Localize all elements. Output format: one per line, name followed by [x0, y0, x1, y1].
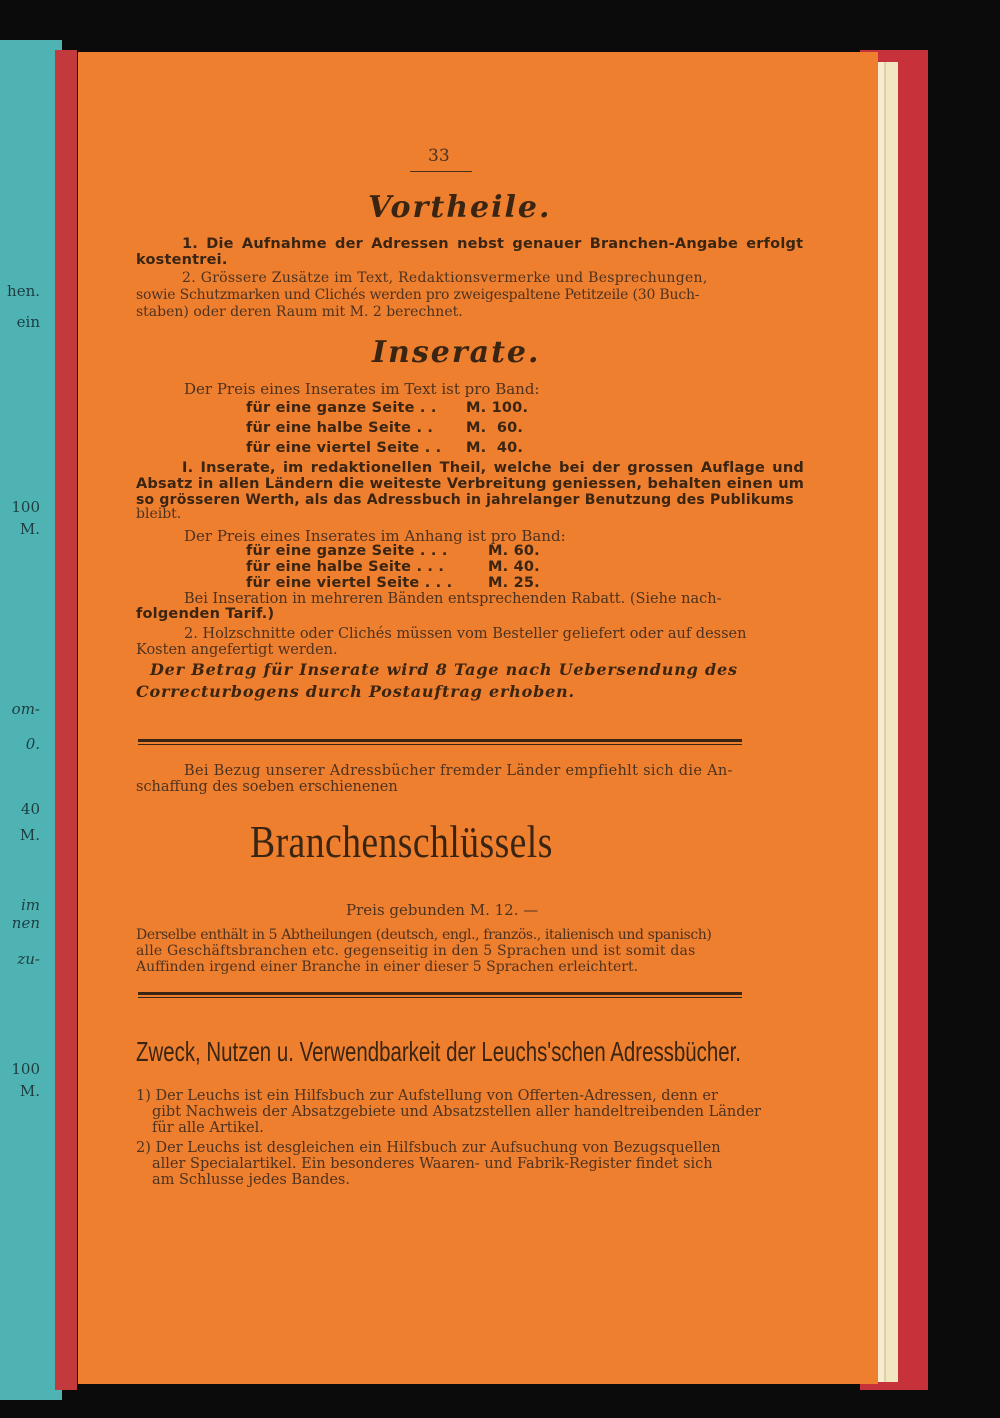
text-price-label: für eine halbe Seite . .: [246, 420, 434, 436]
text-price-label: für eine viertel Seite . .: [246, 440, 442, 456]
zweck-p2-line3: am Schlusse jedes Bandes.: [152, 1172, 350, 1188]
anhang-price-label: für eine halbe Seite . . .: [246, 559, 445, 575]
branchen-desc-line1: Derselbe enthält in 5 Abtheilungen (deutsch, engl., französ., italienisch und spanisch): [136, 927, 712, 943]
inserate-note-line3: so grösseren Werth, als das Adressbuch in jahrelanger Benutzung des Publikums: [136, 492, 794, 508]
rabatt-line2: folgenden Tarif.): [136, 606, 275, 622]
text-price-label: für eine ganze Seite . .: [246, 400, 437, 416]
text-price-value: M. 60.: [466, 420, 524, 436]
cliche-line1: 2. Holzschnitte oder Clichés müssen vom Besteller geliefert oder auf dessen: [184, 626, 747, 642]
betrag-line2: Correcturbogens durch Postauftrag erhoben.: [136, 682, 575, 701]
zweck-p1-line3: für alle Artikel.: [152, 1120, 264, 1136]
rabatt-line1: Bei Inseration in mehreren Bänden entsprechenden Rabatt. (Siehe nach-: [184, 591, 722, 607]
left-page-fragment: om-: [11, 700, 40, 718]
vortheile-heading: Vortheile.: [368, 190, 552, 225]
section-divider-thin: [138, 997, 742, 998]
page-number: 33: [428, 146, 450, 166]
zweck-p1-line1: 1) Der Leuchs ist ein Hilfsbuch zur Aufstellung von Offerten-Adressen, denn er: [136, 1088, 718, 1104]
branchen-title: Branchenschlüssels: [250, 816, 553, 867]
anhang-price-value: M. 40.: [488, 559, 540, 575]
left-page-fragment: 100: [11, 1060, 40, 1078]
vortheile-item2-line2: sowie Schutzmarken und Clichés werden pro zweigespaltene Petitzeile (30 Buch-: [136, 287, 700, 303]
left-page-edge: [55, 50, 77, 1390]
branchen-desc-line3: Auffinden irgend einer Branche in einer dieser 5 Sprachen erleichtert.: [136, 959, 639, 975]
inserate-note-line2: Absatz in allen Ländern die weiteste Verbreitung geniessen, behalten einen um: [136, 476, 805, 492]
branchen-desc-line2: alle Geschäftsbranchen etc. gegenseitig in den 5 Sprachen und ist somit das: [136, 943, 696, 959]
left-page-fragment: 0.: [25, 735, 40, 753]
branchen-price: Preis gebunden M. 12. —: [346, 901, 539, 919]
section-divider: [138, 992, 742, 995]
inserate-heading: Inserate.: [372, 335, 541, 370]
anhang-price-value: M. 60.: [488, 543, 540, 559]
left-page-fragment: ein: [16, 313, 40, 331]
inserate-intro-text: Der Preis eines Inserates im Text ist pro Band:: [184, 380, 540, 398]
zweck-p2-line2: aller Specialartikel. Ein besonderes Waaren- und Fabrik-Register findet sich: [152, 1156, 713, 1172]
left-page-fragment: 100: [11, 498, 40, 516]
zweck-p1-line2: gibt Nachweis der Absatzgebiete und Absatzstellen aller handeltreibenden Länder: [152, 1104, 761, 1120]
cliche-line2: Kosten angefertigt werden.: [136, 642, 338, 658]
anhang-price-label: für eine viertel Seite . . .: [246, 575, 453, 591]
vortheile-item1-line2: kostentrei.: [136, 252, 228, 268]
left-page-fragment: M.: [19, 1082, 40, 1100]
vortheile-item2-line3: staben) oder deren Raum mit M. 2 berechnet.: [136, 304, 463, 320]
text-price-value: M. 40.: [466, 440, 524, 456]
branchen-intro-line1: Bei Bezug unserer Adressbücher fremder Länder empfiehlt sich die An-: [184, 763, 733, 779]
inserate-note-line1: I. Inserate, im redaktionellen Theil, welche bei der grossen Auflage und: [182, 460, 804, 476]
left-page-fragment: 40: [20, 800, 40, 818]
inserate-intro-anhang: Der Preis eines Inserates im Anhang ist pro Band:: [184, 527, 566, 545]
branchen-intro-line2: schaffung des soeben erschienenen: [136, 779, 398, 795]
anhang-price-label: für eine ganze Seite . . .: [246, 543, 448, 559]
zweck-p2-line1: 2) Der Leuchs ist desgleichen ein Hilfsbuch zur Aufsuchung von Bezugsquellen: [136, 1140, 721, 1156]
zweck-title: Zweck, Nutzen u. Verwendbarkeit der Leuchs'schen Adressbücher.: [136, 1036, 741, 1067]
left-page-fragment: zu-: [17, 950, 40, 968]
section-divider-thin: [138, 744, 742, 745]
left-page-fragment: nen: [11, 914, 40, 932]
left-page-fragment: im: [20, 896, 40, 914]
page-number-rule: [410, 171, 472, 172]
betrag-line1: Der Betrag für Inserate wird 8 Tage nach Uebersendung des: [150, 660, 738, 679]
left-page-fragment: hen.: [7, 282, 40, 300]
left-page-fragment: M.: [19, 826, 40, 844]
inserate-note-line4: bleibt.: [136, 506, 182, 522]
left-page: [0, 40, 62, 1400]
left-page-fragment: M.: [19, 520, 40, 538]
text-price-value: M. 100.: [466, 400, 529, 416]
vortheile-item1-line1: 1. Die Aufnahme der Adressen nebst genauer Branchen-Angabe erfolgt: [182, 236, 804, 252]
vortheile-item2-line1: 2. Grössere Zusätze im Text, Redaktionsvermerke und Besprechungen,: [182, 270, 708, 286]
anhang-price-value: M. 25.: [488, 575, 540, 591]
section-divider: [138, 739, 742, 742]
